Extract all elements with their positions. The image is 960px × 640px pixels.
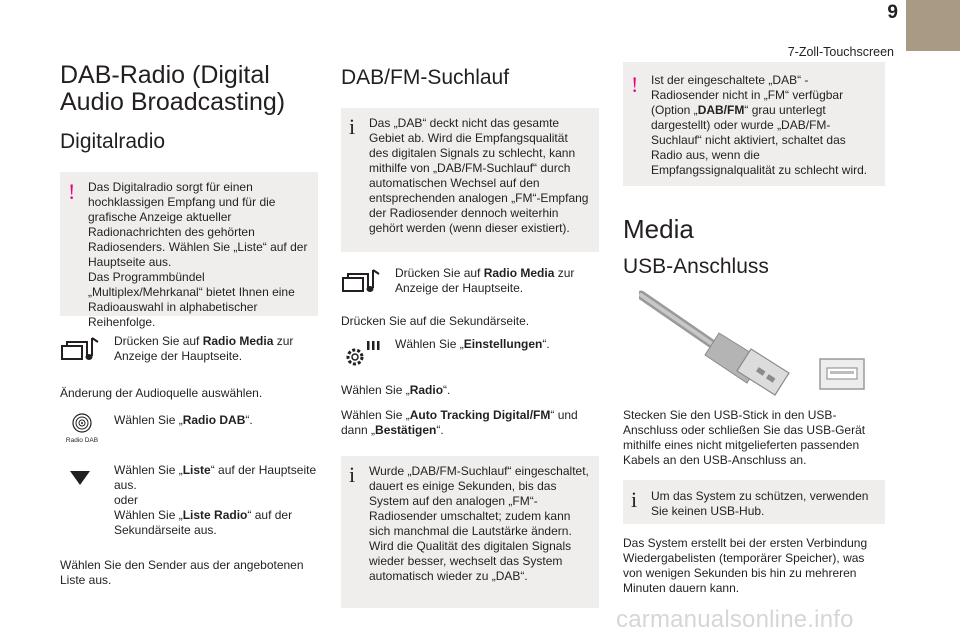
section-title-dab: DAB-Radio (Digital Audio Broadcasting): [60, 61, 286, 116]
warning-exclamation-icon: !: [68, 179, 76, 204]
section-subtitle-usb: USB-Anschluss: [623, 255, 769, 278]
radio-media-icon: [341, 266, 381, 296]
warning-box-digitalradio: [60, 172, 318, 329]
text-secondary-page: Drücken Sie auf die Sekundärseite.: [341, 314, 530, 328]
text-select-station: Wählen Sie den Sender aus der angebotenen Liste aus.: [60, 558, 304, 587]
step-einstellungen: Wählen Sie „Einstellungen“.: [341, 337, 599, 369]
text-auto-tracking: Wählen Sie „Auto Tracking Digital/FM“ und dann „Bestätigen“.: [341, 408, 578, 437]
step-radio-dab: Radio DAB Wählen Sie „Radio DAB“.: [60, 413, 318, 451]
info-icon: i: [349, 462, 356, 487]
warning-exclamation-icon: !: [631, 72, 639, 97]
info-icon: i: [349, 114, 356, 139]
chapter-tab: [906, 0, 960, 51]
triangle-down-icon: [60, 465, 100, 495]
warning-text: Das Digitalradio sorgt für einen hochklassigen Empfang und für die grafische Anzeige aktueller Radionachrichten des gehörten Radiosenders. Wählen Sie „Liste“ auf der Hauptseite aus.: [88, 180, 308, 269]
warning-box-dab-fm: ! Ist der eingeschaltete „DAB“ -Radiosender nicht in „FM“ verfügbar (Option „DAB/FM“ grau unterlegt dargestellt) oder wurde „DAB/FM-Suchlauf“ nicht aktiviert, schaltet das Radio aus, wenn die Empfangssignalqualität zu schlecht wird.: [623, 62, 885, 186]
step-liste: Wählen Sie „Liste“ auf der Hauptseite aus. oder Wählen Sie „Liste Radio“ auf der Sekundärseite aus.: [60, 463, 318, 538]
text-select-radio: Wählen Sie „Radio“.: [341, 383, 451, 397]
chapter-title: 7-Zoll-Touchscreen: [787, 45, 894, 59]
text-playlist-creation: Das System erstellt bei der ersten Verbindung Wiedergabelisten (temporärer Speicher), was von wenigen Sekunden bis hin zu mehreren Minuten dauern kann.: [623, 536, 868, 595]
section-title-media: Media: [623, 214, 694, 244]
usb-plug-illustration: [639, 289, 869, 397]
column-dab-fm: [341, 62, 599, 608]
section-title-dab-fm: DAB/FM-Suchlauf: [341, 66, 510, 89]
info-box-usb-hub: i Um das System zu schützen, verwenden Sie keinen USB-Hub.: [623, 480, 885, 524]
settings-gear-icon: [341, 337, 385, 369]
text-audio-source: Änderung der Audioquelle auswählen.: [60, 386, 263, 400]
step-radio-media-2: Drücken Sie auf Radio Media zur Anzeige der Hauptseite.: [341, 266, 599, 296]
text-usb-insert: Stecken Sie den USB-Stick in den USB-Anschluss oder schließen Sie das USB-Gerät mithilfe eines nicht mitgelieferten passenden Kabels an den USB-Anschluss an.: [623, 408, 866, 467]
column-dab-radio: [60, 62, 318, 588]
section-subtitle-digitalradio: Digitalradio: [60, 130, 166, 153]
column-media: [623, 62, 885, 596]
radio-media-icon: [60, 334, 100, 364]
info-box-dab-fm-tracking: i Wurde „DAB/FM-Suchlauf“ eingeschaltet, dauert es einige Sekunden, bis das System auf den analogen „FM“-Radiosender umschaltet; zudem kann sich manchmal die Lautstärke ändern. Wird die Qualität des digitalen Signals wieder besser, wechselt das System automatisch wieder zu „DAB“.: [341, 456, 599, 608]
info-box-dab-coverage: i Das „DAB“ deckt nicht das gesamte Gebiet ab. Wird die Empfangsqualität des digitalen Signals zu schlecht, kann mithilfe von „DAB/FM-Suchlauf“ durch automatischen Wechsel auf den entsprechenden analogen „FM“-Empfang der Radiosender dennoch weiterhin gehört werden (wenn dieser existiert).: [341, 108, 599, 252]
watermark: carmanualsonline.info: [616, 606, 854, 633]
warning-text-2: Das Programmbündel „Multiplex/Mehrkanal“ bietet Ihnen eine Radioauswahl in alphabetischer Reihenfolge.: [88, 270, 295, 329]
step-radio-media: Drücken Sie auf Radio Media zur Anzeige der Hauptseite.: [60, 334, 318, 364]
radio-dab-icon: Radio DAB: [60, 413, 104, 444]
info-icon: i: [631, 487, 638, 512]
page-number: 9: [887, 2, 898, 23]
